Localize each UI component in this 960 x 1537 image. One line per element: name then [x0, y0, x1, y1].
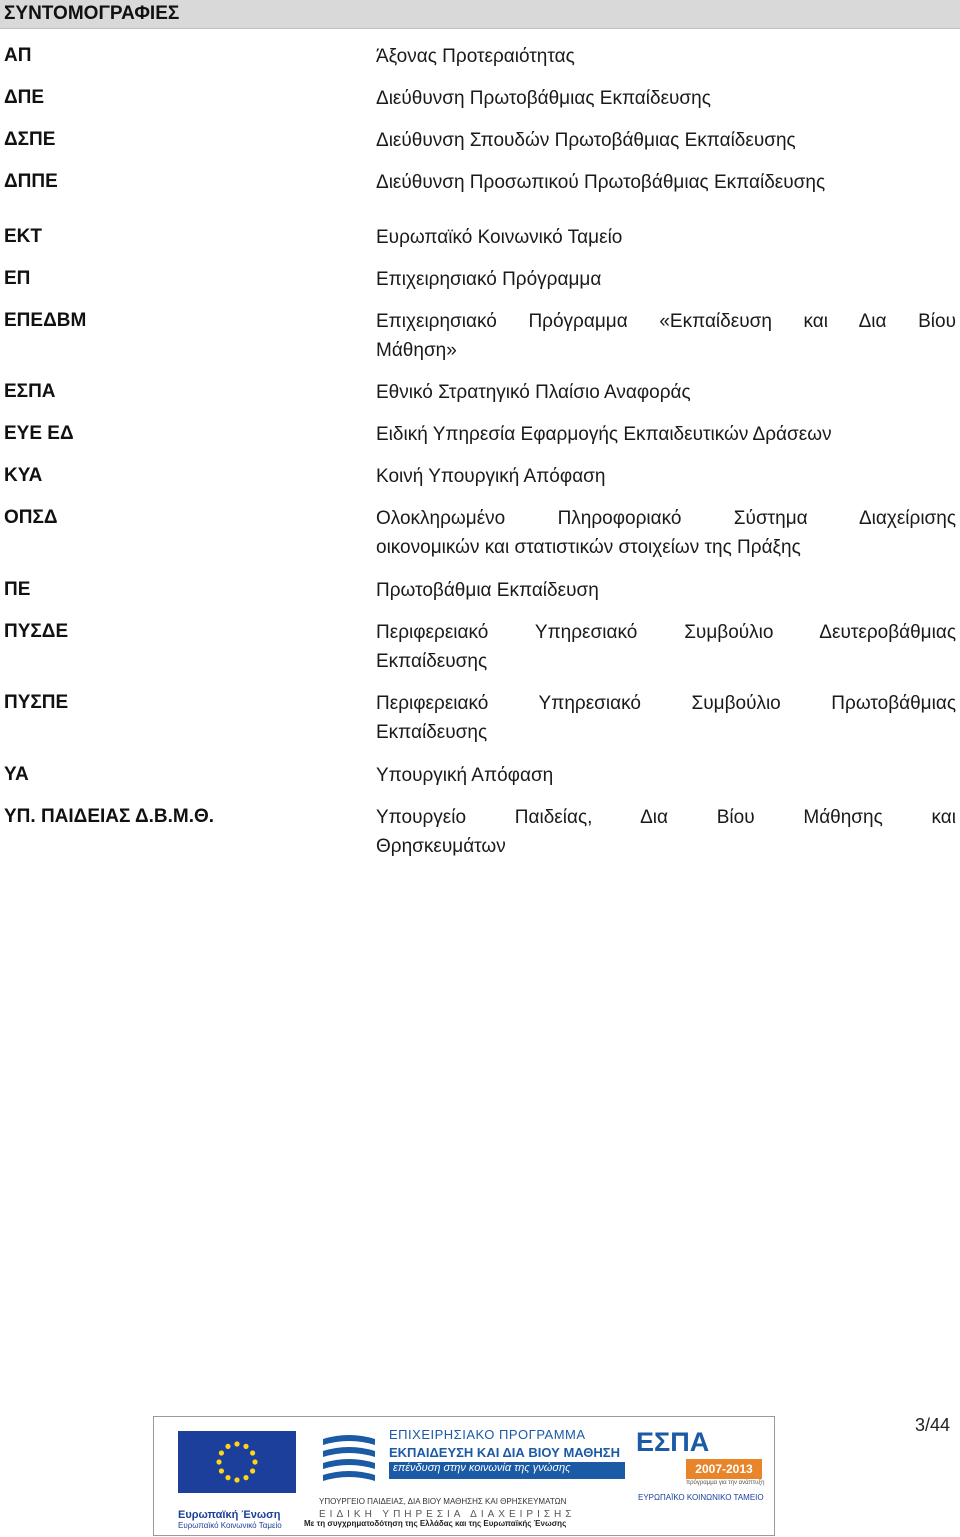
abbreviation-term: ΠΥΣΔΕ [4, 621, 69, 642]
definition-line: Περιφερειακό Υπηρεσιακό Συμβούλιο Δευτεροβάθμιας [376, 622, 956, 643]
abbreviation-term: ΟΠΣΔ [4, 507, 58, 528]
espa-fund-name: ΕΥΡΩΠΑΪΚΟ ΚΟΙΝΩΝΙΚΟ ΤΑΜΕΙΟ [638, 1493, 764, 1502]
abbreviation-definition: Ευρωπαϊκό Κοινωνικό Ταμείο [376, 227, 623, 248]
abbreviation-definition [376, 504, 956, 562]
definition-line: Εκπαίδευσης [376, 722, 488, 743]
abbreviation-term: ΕΚΤ [4, 226, 42, 247]
definition-line: Εκπαίδευσης [376, 651, 488, 672]
programme-emblem-icon [319, 1431, 379, 1489]
abbreviation-term: ΕΣΠΑ [4, 381, 56, 402]
ministry-name: ΥΠΟΥΡΓΕΙΟ ΠΑΙΔΕΙΑΣ, ΔΙΑ ΒΙΟΥ ΜΑΘΗΣΗΣ ΚΑΙ ΘΡΗΣΚΕΥΜΑΤΩΝ [319, 1497, 567, 1506]
eu-logo [178, 1431, 296, 1530]
abbreviation-definition: Πρωτοβάθμια Εκπαίδευση [376, 580, 599, 601]
eu-flag-icon [178, 1431, 296, 1493]
eu-stars-icon [178, 1431, 296, 1493]
abbreviation-term: ΠΕ [4, 579, 31, 600]
abbreviation-definition: Ειδική Υπηρεσία Εφαρμογής Εκπαιδευτικών Δράσεων [376, 424, 832, 445]
definition-line: Υπουργείο Παιδείας, Δια Βίου Μάθησης και [376, 807, 956, 828]
abbreviation-term: ΕΠ [4, 268, 31, 289]
espa-years: 2007-2013 [686, 1459, 762, 1479]
page-number: 3/44 [915, 1415, 951, 1435]
abbreviation-term: ΑΠ [4, 45, 32, 66]
abbreviation-term: ΔΠΠΕ [4, 171, 58, 192]
abbreviation-definition: Επιχειρησιακό Πρόγραμμα [376, 269, 602, 290]
cofinancing-note: Με τη συγχρηματοδότηση της Ελλάδας και της Ευρωπαϊκής Ένωσης [304, 1519, 567, 1528]
programme-name: ΕΚΠΑΙΔΕΥΣΗ ΚΑΙ ΔΙΑ ΒΙΟΥ ΜΑΘΗΣΗ [389, 1445, 620, 1460]
abbreviation-definition: Διεύθυνση Σπουδών Πρωτοβάθμιας Εκπαίδευσης [376, 130, 796, 151]
eu-caption: Ευρωπαϊκή Ένωση [178, 1509, 281, 1521]
definition-line: οικονομικών και στατιστικών στοιχείων της Πράξης [376, 537, 801, 558]
abbreviation-definition: Κοινή Υπουργική Απόφαση [376, 466, 606, 487]
abbreviation-definition [376, 307, 956, 365]
eu-subcaption: Ευρωπαϊκό Κοινωνικό Ταμείο [178, 1521, 282, 1530]
abbreviation-term: ΕΠΕΔΒΜ [4, 310, 87, 331]
abbreviation-definition [376, 803, 956, 861]
abbreviation-definition: Άξονας Προτεραιότητας [376, 46, 575, 67]
espa-wordmark: ΕΣΠΑ [636, 1427, 710, 1457]
programme-title: ΕΠΙΧΕΙΡΗΣΙΑΚΟ ΠΡΟΓΡΑΜΜΑ [389, 1427, 586, 1442]
abbreviation-definition: Διεύθυνση Προσωπικού Πρωτοβάθμιας Εκπαίδευσης [376, 172, 826, 193]
abbreviation-term: ΔΣΠΕ [4, 129, 56, 150]
funding-logos-banner [153, 1416, 775, 1536]
espa-tagline: πρόγραμμα για την ανάπτυξη [686, 1480, 765, 1486]
abbreviation-definition [376, 618, 956, 676]
abbreviation-term: ΕΥΕ ΕΔ [4, 423, 74, 444]
abbreviation-term: ΔΠΕ [4, 87, 45, 108]
abbreviation-term: ΚΥΑ [4, 465, 43, 486]
managing-agency: ΕΙΔΙΚΗ ΥΠΗΡΕΣΙΑ ΔΙΑΧΕΙΡΙΣΗΣ [319, 1509, 576, 1520]
abbreviation-definition: Διεύθυνση Πρωτοβάθμιας Εκπαίδευσης [376, 88, 711, 109]
abbreviation-term: ΥΠ. ΠΑΙΔΕΙΑΣ Δ.Β.Μ.Θ. [4, 806, 215, 827]
section-header [0, 0, 960, 29]
definition-line: Επιχειρησιακό Πρόγραμμα «Εκπαίδευση και Δια Βίου [376, 311, 956, 332]
definition-line: Μάθηση» [376, 340, 457, 361]
abbreviation-definition: Υπουργική Απόφαση [376, 765, 554, 786]
definition-line: Ολοκληρωμένο Πληροφοριακό Σύστημα Διαχείρισης [376, 508, 956, 529]
abbreviation-term: ΥΑ [4, 764, 29, 785]
abbreviation-term: ΠΥΣΠΕ [4, 692, 69, 713]
abbreviation-definition: Εθνικό Στρατηγικό Πλαίσιο Αναφοράς [376, 382, 691, 403]
definition-line: Θρησκευμάτων [376, 836, 506, 857]
definition-line: Περιφερειακό Υπηρεσιακό Συμβούλιο Πρωτοβάθμιας [376, 693, 956, 714]
section-title: ΣΥΝΤΟΜΟΓΡΑΦΙΕΣ [4, 3, 180, 24]
abbreviation-definition [376, 689, 956, 747]
programme-slogan: επένδυση στην κοινωνία της γνώσης [389, 1462, 625, 1479]
